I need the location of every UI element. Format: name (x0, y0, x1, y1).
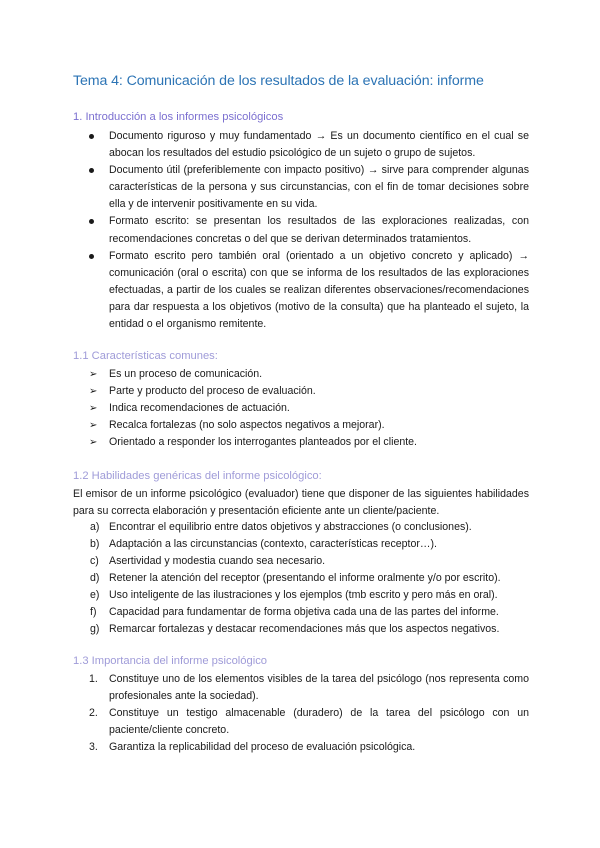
arrowhead-bullet-icon: ➢ (89, 437, 98, 448)
list-item (89, 400, 417, 417)
list-item-text: Orientado a responder los interrogantes planteados por el cliente. (109, 436, 417, 448)
caracteristicas-list (89, 366, 417, 451)
section-heading-caracteristicas: 1.1 Características comunes: (73, 350, 218, 362)
list-item-text: Encontrar el equilibrio entre datos objetivos y abstracciones (o conclusiones). (109, 521, 472, 533)
list-marker: e) (90, 589, 100, 601)
list-marker: d) (90, 572, 100, 584)
section-heading-habilidades: 1.2 Habilidades genéricas del informe psicológico: (73, 470, 322, 482)
habilidades-list (89, 519, 501, 638)
list-marker: 1. (89, 673, 98, 685)
list-item (89, 570, 501, 587)
list-item (89, 671, 529, 705)
list-item (89, 739, 529, 756)
list-item: Formato escrito pero también oral (orientado a un objetivo concreto y aplicado) → comunicación (oral o escrita) con que se informa de los resultados de las exploraciones efectuadas, a partir de los cuales se realizan diferentes observaciones/recomendaciones para dar respuesta a los objetivos (motivo de la consulta) que ha planteado el sujeto, la entidad o el organismo remitente. (89, 248, 529, 333)
list-item (89, 383, 417, 400)
list-item: Documento útil (preferiblemente con impacto positivo) → sirve para comprender algunas características de la persona y sus circunstancias, con el fin de tomar decisiones sobre ella y de intervenir positivamente en su vida. (89, 162, 529, 213)
list-marker: f) (90, 606, 97, 618)
importancia-list (89, 671, 529, 756)
list-item-text: Recalca fortalezas (no solo aspectos negativos a mejorar). (109, 419, 385, 431)
list-item-text: Parte y producto del proceso de evaluación. (109, 385, 316, 397)
list-item (89, 434, 417, 451)
list-marker: g) (90, 623, 100, 635)
arrowhead-bullet-icon: ➢ (89, 420, 98, 431)
section-heading-introduccion: 1. Introducción a los informes psicológicos (73, 111, 284, 123)
list-item (89, 519, 501, 536)
list-item (89, 705, 529, 739)
arrowhead-bullet-icon: ➢ (89, 403, 98, 414)
list-item: Documento riguroso y muy fundamentado → Es un documento científico en el cual se abocan los resultados del estudio psicológico de un sujeto o grupo de sujetos. (89, 128, 529, 162)
list-item-text: Garantiza la replicabilidad del proceso de evaluación psicológica. (109, 741, 416, 753)
list-item (89, 536, 501, 553)
list-item-text: Es un proceso de comunicación. (109, 368, 263, 380)
list-item-text: Asertividad y modestia cuando sea necesario. (109, 555, 326, 567)
list-item (89, 604, 501, 621)
arrowhead-bullet-icon: ➢ (89, 386, 98, 397)
page-title: Tema 4: Comunicación de los resultados de la evaluación: informe (73, 73, 484, 89)
list-item-text: Adaptación a las circunstancias (contexto, características receptor…). (109, 538, 437, 550)
list-marker: c) (90, 555, 99, 567)
list-marker: a) (90, 521, 100, 533)
arrowhead-bullet-icon: ➢ (89, 369, 98, 380)
section-heading-importancia: 1.3 Importancia del informe psicológico (73, 655, 268, 667)
list-item (89, 621, 501, 638)
habilidades-intro: El emisor de un informe psicológico (evaluador) tiene que disponer de las siguientes habilidades para su correcta elaboración y presentación eficiente ante un cliente/paciente. (73, 488, 529, 517)
list-item-text: Constituye uno de los elementos visibles de la tarea del psicólogo (nos representa como profesionales ante la sociedad). (109, 673, 529, 702)
list-item-text: Remarcar fortalezas y destacar recomendaciones más que los aspectos negativos. (109, 623, 500, 635)
list-item-text: Capacidad para fundamentar de forma objetiva cada una de las partes del informe. (109, 606, 499, 618)
list-item-text: Constituye un testigo almacenable (duradero) de la tarea del psicólogo con un paciente/cliente concreto. (109, 707, 529, 736)
list-item (89, 587, 501, 604)
list-marker: b) (90, 538, 100, 550)
list-item-text: Uso inteligente de las ilustraciones y los ejemplos (tmb escrito y pero más en oral). (109, 589, 498, 601)
list-item (89, 417, 417, 434)
list-marker: 3. (89, 741, 98, 753)
intro-bullet-list (89, 128, 529, 333)
list-item-text: Retener la atención del receptor (presentando el informe oralmente y/o por escrito). (109, 572, 501, 584)
list-marker: 2. (89, 707, 98, 719)
list-item (89, 553, 501, 570)
list-item-text: Indica recomendaciones de actuación. (109, 402, 290, 414)
list-item (89, 366, 417, 383)
list-item: Formato escrito: se presentan los resultados de las exploraciones realizadas, con recomendaciones concretas o del que se derivan determinados tratamientos. (89, 213, 529, 247)
